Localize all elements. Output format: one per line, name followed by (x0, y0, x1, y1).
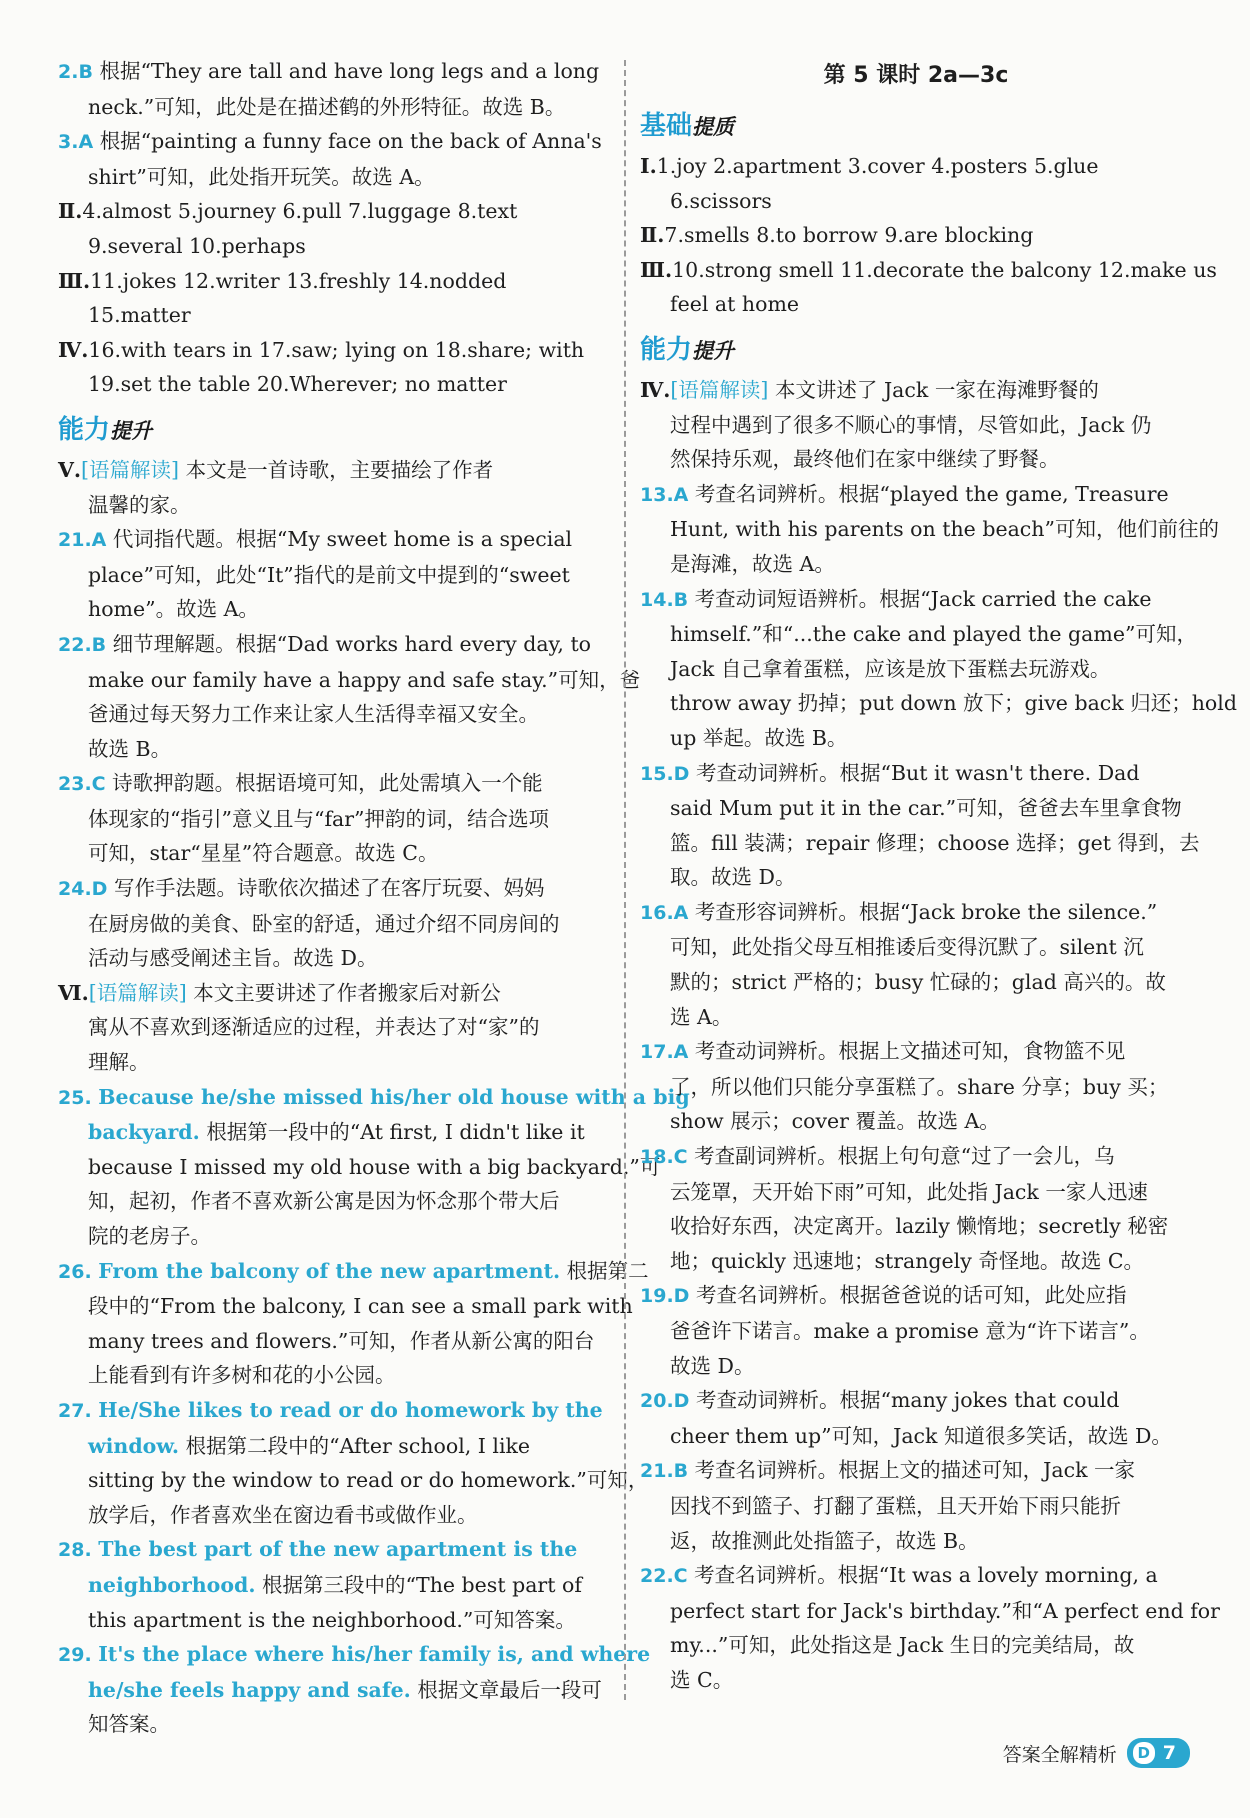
explanation-text: make our family have a happy and safe stay.”可知，爸 (88, 667, 641, 692)
answer-line (640, 1175, 1192, 1210)
answer-line (58, 1080, 690, 1116)
answer-line (640, 1034, 1192, 1070)
explanation-text: 理解。 (88, 1050, 150, 1075)
answer-line (58, 871, 606, 907)
explanation-text: neck.”可知，此处是在描述鹤的外形特征。故选 B。 (88, 94, 566, 119)
answer-line (640, 547, 1192, 582)
section-heading (58, 408, 606, 453)
answer-line (58, 1568, 606, 1603)
answer-line (58, 1045, 606, 1080)
explanation-text: himself.”和“...the cake and played the game”可知， (670, 622, 1197, 647)
explanation-text: 云笼罩，天开始下雨”可知，此处指 Jack 一家人迅速 (670, 1179, 1148, 1204)
answer-line (640, 1139, 1192, 1175)
explanation-text: 9.several 10.perhaps (88, 233, 306, 258)
answer-line (58, 766, 606, 802)
explanation-text: 故选 D。 (670, 1353, 755, 1378)
explanation-text: 代词指代题。根据“My sweet home is a special (112, 527, 573, 552)
explanation-text: 根据第三段中的“The best part of (262, 1572, 582, 1597)
answer-line (58, 488, 606, 523)
explanation-text: 根据第一段中的“At first, I didn't like it (206, 1120, 585, 1145)
answer-line (640, 721, 1192, 756)
part-numeral: Ⅳ. (640, 377, 671, 402)
answer-line (58, 124, 606, 160)
answer-line (58, 1603, 606, 1638)
answer-line (640, 1453, 1192, 1489)
answer-line (58, 663, 641, 698)
answer-line (640, 1314, 1192, 1349)
explanation-text: 是海滩，故选 A。 (670, 551, 835, 576)
question-number: 24.D (58, 878, 108, 901)
explanation-text: 因找不到篮子、打翻了蛋糕，且天开始下雨只能折 (670, 1493, 1121, 1518)
question-number: 25. (58, 1086, 92, 1109)
part-numeral: Ⅵ. (58, 980, 89, 1005)
explanation-text: feel at home (670, 292, 800, 317)
explanation-text: 诗歌押韵题。根据语境可知，此处需填入一个能 (112, 771, 543, 796)
explanation-text: my...”可知，此处指这是 Jack 生日的完美结局，故 (670, 1633, 1135, 1658)
answer-line (640, 895, 1192, 931)
part-numeral: Ⅱ. (58, 199, 83, 224)
question-number: 26. (58, 1260, 92, 1283)
explanation-text: show 展示；cover 覆盖。故选 A。 (670, 1109, 1000, 1134)
answer-line (58, 298, 606, 333)
answer-line (640, 582, 1192, 618)
answer-line (640, 218, 1192, 253)
explanation-text: 可知，此处指父母互相推诿后变得沉默了。silent 沉 (670, 935, 1144, 960)
explanation-text: Jack 自己拿着蛋糕，应该是放下蛋糕去玩游戏。 (670, 656, 1111, 681)
explanation-text: 考查动词辨析。根据“But it wasn't there. Dad (695, 760, 1140, 785)
question-number: 29. (58, 1644, 92, 1667)
answer-line (58, 160, 606, 195)
passage-tag: [语篇解读] (81, 457, 180, 482)
explanation-text: 选 A。 (670, 1004, 733, 1029)
question-number: 13.A (640, 483, 689, 506)
explanation-text: 1.joy 2.apartment 3.cover 4.posters 5.glue (656, 154, 1099, 178)
answer-text: He/She likes to read or do homework by the (98, 1397, 603, 1422)
answer-line (640, 1104, 1192, 1139)
explanation-text: 本文主要讲述了作者搬家后对新公 (193, 980, 501, 1005)
answer-line (640, 686, 1237, 721)
answer-line (58, 1707, 606, 1742)
answer-line (58, 941, 606, 976)
explanation-text: said Mum put it in the car.”可知，爸爸去车里拿食物 (670, 796, 1182, 821)
answer-text: The best part of the new apartment is the (98, 1537, 578, 1562)
answer-line (58, 976, 606, 1011)
explanation-text: 地；quickly 迅速地；strangely 奇怪地。故选 C。 (670, 1248, 1145, 1273)
answer-line (58, 1184, 606, 1219)
answer-line (640, 1209, 1192, 1244)
explanation-text: up 举起。故选 B。 (670, 725, 848, 750)
explanation-text: 考查副词辨析。根据上句句意“过了一会儿，乌 (694, 1144, 1115, 1169)
explanation-text: 考查名词辨析。根据爸爸说的话可知，此处应指 (695, 1283, 1127, 1308)
part-numeral: Ⅲ. (58, 268, 91, 293)
answer-line (640, 1070, 1192, 1105)
explanation-text: 在厨房做的美食、卧室的舒适，通过介绍不同房间的 (88, 911, 560, 936)
explanation-text: many trees and flowers.”可知，作者从新公寓的阳台 (88, 1328, 595, 1353)
answer-line (640, 1489, 1192, 1524)
section-heading (640, 104, 1192, 149)
answer-text: From the balcony of the new apartment. (98, 1258, 561, 1283)
explanation-text: 考查名词辨析。根据“It was a lovely morning, a (694, 1563, 1158, 1588)
lesson-title: 第 5 课时 2a—3c (823, 63, 1009, 88)
explanation-text: 然保持乐观，最终他们在家中继续了野餐。 (670, 447, 1060, 472)
explanation-text: 根据“They are tall and have long legs and a long (99, 59, 600, 83)
passage-tag: [语篇解读] (670, 377, 769, 402)
explanation-text: 知答案。 (88, 1712, 170, 1737)
explanation-text: 6.scissors (670, 188, 772, 213)
explanation-text: home”。故选 A。 (88, 597, 259, 622)
explanation-text: 活动与感受阐述主旨。故选 D。 (88, 946, 378, 971)
answer-text: backyard. (88, 1120, 200, 1145)
answer-line (58, 1254, 649, 1290)
answer-line (640, 791, 1192, 826)
footer-label: 答案全解精析 (1002, 1743, 1117, 1766)
section-letter: D (1133, 1742, 1155, 1764)
answer-line (58, 194, 606, 229)
answer-line (58, 802, 606, 837)
answer-line (58, 1637, 651, 1673)
answer-line (58, 522, 606, 558)
explanation-text: shirt”可知，此处指开玩笑。故选 A。 (88, 164, 435, 189)
answer-line (640, 652, 1192, 687)
answer-line (58, 229, 606, 264)
question-number: 28. (58, 1539, 92, 1562)
page-footer (1003, 1738, 1190, 1768)
explanation-text: Hunt, with his parents on the beach”可知，他们前往的 (670, 517, 1219, 542)
answer-line (58, 453, 606, 488)
answer-line (640, 1278, 1192, 1314)
section-heading-main: 基础 (640, 111, 693, 141)
explanation-text: 考查名词辨析。根据上文的描述可知，Jack 一家 (694, 1458, 1136, 1483)
explanation-text: 细节理解题。根据“Dad works hard every day, to (112, 631, 592, 656)
answer-line (58, 90, 606, 125)
explanation-text: 根据文章最后一段可 (417, 1677, 602, 1702)
explanation-text: 放学后，作者喜欢坐在窗边看书或做作业。 (88, 1502, 478, 1527)
answer-line (640, 149, 1192, 184)
answer-line (640, 477, 1192, 513)
explanation-text: throw away 扔掉；put down 放下；give back 归还；hold (670, 691, 1237, 716)
explanation-text: 温馨的家。 (88, 492, 191, 517)
answer-line (58, 732, 606, 767)
explanation-text: 考查动词短语辨析。根据“Jack carried the cake (694, 586, 1152, 611)
answer-line (640, 617, 1197, 652)
answer-line (58, 1463, 649, 1498)
answer-line (58, 1289, 633, 1324)
answer-line (58, 264, 606, 299)
question-number: 22.B (58, 633, 107, 656)
answer-line (640, 1244, 1192, 1279)
answer-line (58, 907, 606, 942)
answer-text: Because he/she missed his/her old house with a big (98, 1084, 690, 1109)
answer-line (58, 1324, 606, 1359)
answer-line (640, 1524, 1192, 1559)
answer-line (58, 1429, 606, 1464)
answer-line (640, 1383, 1192, 1419)
answer-line (640, 1594, 1220, 1629)
question-number: 20.D (640, 1390, 690, 1413)
part-numeral: Ⅰ. (640, 154, 657, 178)
explanation-text: 了，所以他们只能分享蛋糕了。share 分享；buy 买； (670, 1074, 1169, 1099)
question-number: 21.B (640, 1460, 689, 1483)
section-heading-sub: 提质 (692, 115, 735, 139)
explanation-text: 选 C。 (670, 1667, 734, 1692)
explanation-text: because I missed my old house with a big backyard.”可 (88, 1154, 661, 1179)
right-column (640, 54, 1237, 1698)
answer-line (640, 373, 1192, 408)
question-number: 16.A (640, 901, 689, 924)
answer-line (640, 1558, 1192, 1594)
question-number: 27. (58, 1399, 92, 1422)
explanation-text: sitting by the window to read or do homework.”可知， (88, 1468, 649, 1493)
explanation-text: this apartment is the neighborhood.”可知答案。 (88, 1607, 576, 1632)
explanation-text: 考查形容词辨析。根据“Jack broke the silence.” (694, 899, 1158, 924)
answer-line (58, 1010, 606, 1045)
answer-line (58, 54, 606, 90)
answer-line (58, 1150, 661, 1185)
answer-line (58, 333, 606, 368)
part-numeral: Ⅳ. (58, 337, 89, 362)
explanation-text: 篮。fill 装满；repair 修理；choose 选择；get 得到，去 (670, 830, 1200, 855)
explanation-text: 16.with tears in 17.saw; lying on 18.share; with (88, 337, 585, 362)
explanation-text: 段中的“From the balcony, I can see a small park with (88, 1294, 633, 1319)
explanation-text: 根据“painting a funny face on the back of Anna's (99, 129, 602, 154)
answer-line (58, 1115, 606, 1150)
column-divider (624, 60, 626, 1700)
explanation-text: 考查动词辨析。根据上文描述可知，食物篮不见 (694, 1039, 1126, 1064)
page-number: 7 (1162, 1742, 1176, 1764)
part-numeral: Ⅲ. (640, 257, 673, 282)
question-number: 21.A (58, 529, 107, 552)
explanation-text: 知，起初，作者不喜欢新公寓是因为怀念那个带大后 (88, 1189, 560, 1214)
answer-text: he/she feels happy and safe. (88, 1677, 411, 1702)
explanation-text: place”可知，此处“It”指代的是前文中提到的“sweet (88, 562, 570, 587)
question-number: 23.C (58, 773, 106, 796)
explanation-text: 默的；strict 严格的；busy 忙碌的；glad 高兴的。故 (670, 970, 1166, 995)
answer-line (640, 826, 1200, 861)
explanation-text: 上能看到有许多树和花的小公园。 (88, 1363, 396, 1388)
question-number: 22.C (640, 1565, 688, 1588)
explanation-text: 故选 B。 (88, 736, 172, 761)
section-heading-sub: 提升 (692, 338, 735, 363)
question-number: 17.A (640, 1041, 689, 1064)
explanation-text: 根据第二 (566, 1258, 649, 1283)
answer-line (58, 558, 606, 593)
explanation-text: 取。故选 D。 (670, 865, 796, 890)
answer-line (58, 1393, 606, 1429)
explanation-text: 返，故推测此处指篮子，故选 B。 (670, 1528, 979, 1553)
explanation-text: 15.matter (88, 303, 191, 328)
explanation-text: 体现家的“指引”意义且与“far”押韵的词，结合选项 (88, 806, 550, 831)
answer-line (58, 1673, 606, 1708)
explanation-text: 考查动词辨析。根据“many jokes that could (695, 1388, 1120, 1413)
explanation-text: 10.strong smell 11.decorate the balcony 12.make us (672, 257, 1217, 282)
explanation-text: 本文讲述了 Jack 一家在海滩野餐的 (774, 377, 1099, 402)
explanation-text: 根据第二段中的“After school, I like (185, 1433, 531, 1458)
answer-line (640, 1000, 1192, 1035)
answer-line (640, 512, 1219, 547)
passage-tag: [语篇解读] (88, 980, 187, 1005)
answer-line (640, 287, 1192, 322)
answer-text: window. (88, 1433, 180, 1458)
page-badge (1127, 1738, 1190, 1768)
explanation-text: 可知，star“星星”符合题意。故选 C。 (88, 841, 439, 866)
explanation-text: 4.almost 5.journey 6.pull 7.luggage 8.text (82, 199, 518, 224)
answer-line (640, 442, 1192, 477)
answer-line (640, 1349, 1192, 1384)
answer-text: It's the place where his/her family is, and where (98, 1642, 651, 1667)
answer-line (58, 1358, 606, 1393)
answer-line (58, 697, 606, 732)
explanation-text: perfect start for Jack's birthday.”和“A perfect end for (670, 1598, 1220, 1623)
explanation-text: 考查名词辨析。根据“played the game, Treasure (694, 481, 1169, 506)
question-number: 14.B (640, 588, 689, 611)
explanation-text: cheer them up”可知，Jack 知道很多笑话，故选 D。 (670, 1423, 1172, 1448)
explanation-text: 院的老房子。 (88, 1224, 211, 1248)
answer-line (640, 930, 1192, 965)
question-number: 2.B (58, 61, 93, 83)
answer-line (640, 184, 1192, 219)
question-number: 15.D (640, 762, 690, 785)
answer-text: neighborhood. (88, 1572, 256, 1597)
explanation-text: 7.smells 8.to borrow 9.are blocking (664, 223, 1034, 248)
explanation-text: 收拾好东西，决定离开。lazily 懒惰地；secretly 秘密 (670, 1214, 1169, 1239)
section-heading-sub: 提升 (110, 418, 153, 443)
section-heading-main: 能力 (58, 414, 111, 445)
answer-line (58, 1219, 606, 1254)
answer-line (640, 1663, 1192, 1698)
answer-line (58, 627, 606, 663)
question-number: 3.A (58, 131, 94, 154)
answer-line (640, 860, 1192, 895)
answer-line (640, 253, 1217, 288)
explanation-text: 写作手法题。诗歌依次描述了在客厅玩耍、妈妈 (113, 876, 545, 901)
answer-line (58, 836, 606, 871)
answer-line (58, 592, 606, 627)
answer-line (640, 756, 1192, 792)
answer-line (640, 408, 1192, 443)
explanation-text: 11.jokes 12.writer 13.freshly 14.nodded (90, 268, 507, 293)
part-numeral: Ⅴ. (58, 457, 82, 482)
explanation-text: 爸爸许下诺言。make a promise 意为“许下诺言”。 (670, 1319, 1150, 1343)
answer-line (640, 1419, 1192, 1454)
explanation-text: 爸通过每天努力工作来让家人生活得幸福又安全。 (88, 702, 539, 727)
section-heading-main: 能力 (640, 334, 693, 365)
answer-line (58, 1532, 606, 1568)
part-numeral: Ⅱ. (640, 223, 665, 248)
answer-line (58, 367, 606, 402)
explanation-text: 寓从不喜欢到逐渐适应的过程，并表达了对“家”的 (88, 1015, 540, 1040)
answer-line (58, 1498, 606, 1533)
question-number: 18.C (640, 1146, 688, 1169)
explanation-text: 过程中遇到了很多不顺心的事情，尽管如此，Jack 仍 (670, 412, 1152, 437)
question-number: 19.D (640, 1285, 690, 1308)
answer-line (640, 965, 1192, 1000)
explanation-text: 本文是一首诗歌，主要描绘了作者 (185, 457, 494, 482)
section-heading (640, 328, 1192, 373)
answer-line (640, 1628, 1192, 1663)
explanation-text: 19.set the table 20.Wherever; no matter (88, 372, 507, 397)
